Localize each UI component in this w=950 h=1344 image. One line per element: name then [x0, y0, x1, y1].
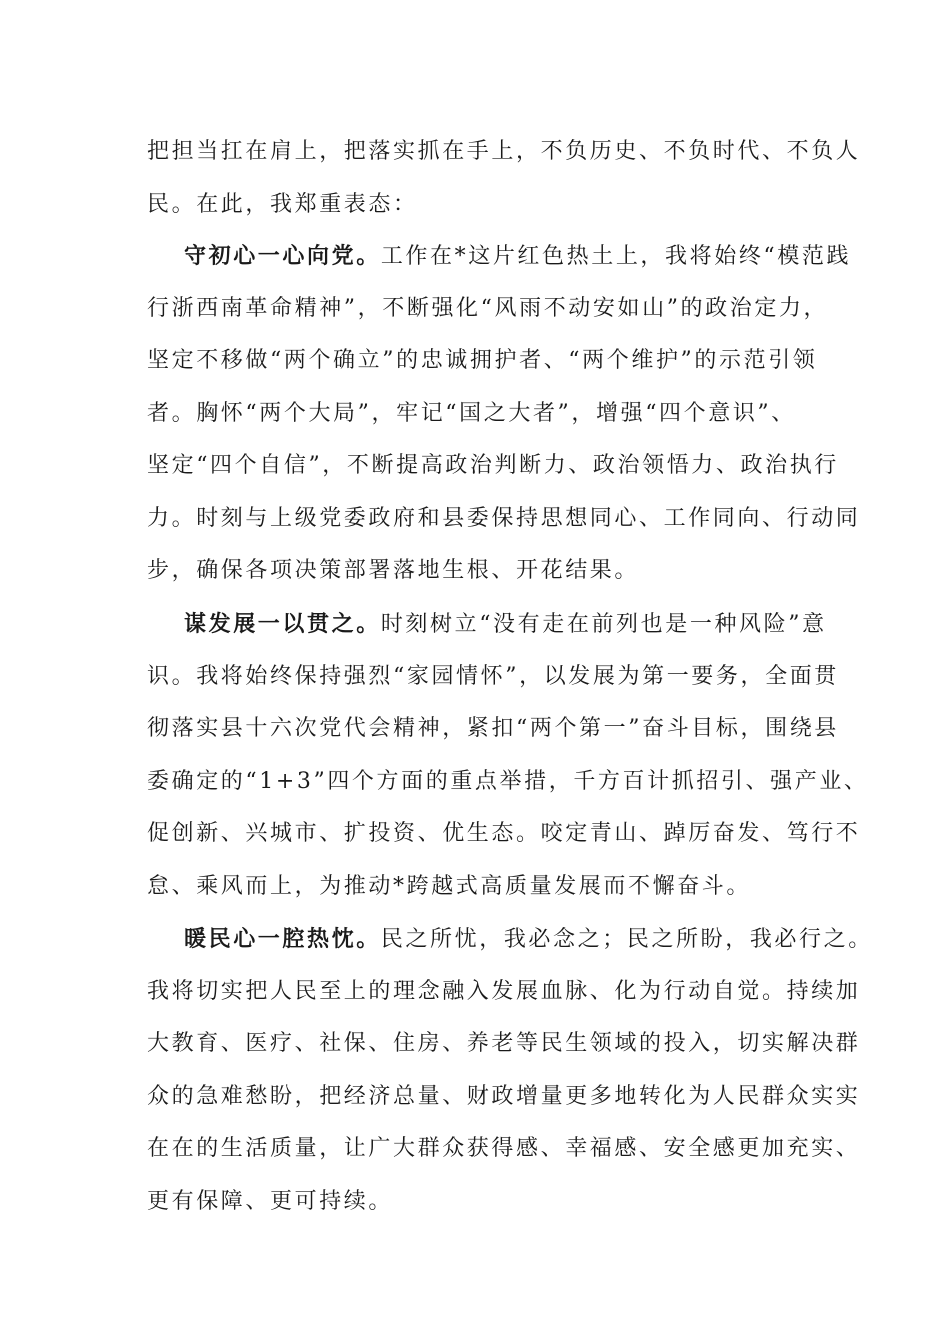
text-line: 我将切实把人民至上的理念融入发展血脉、化为行动自觉。持续加 [147, 978, 861, 1004]
text-line: 步，确保各项决策部署落地生根、开花结果。 [147, 558, 640, 583]
text-line: 大教育、医疗、社保、住房、养老等民生领域的投入，切实解决群 [147, 1031, 861, 1056]
text-line: 识。我将始终保持强烈“家园情怀”，以发展为第一要务，全面贯 [147, 663, 839, 689]
text-line-first [147, 230, 852, 283]
text-line: 坚定“四个自信”，不断提高政治判断力、政治领悟力、政治执行 [147, 453, 839, 478]
text-line: 彻落实县十六次党代会精神，紧扣“两个第一”奋斗目标，围绕县 [147, 716, 839, 741]
paragraph-heading: 守初心一心向党。 [184, 243, 381, 269]
text-line: 在在的生活质量，让广大群众获得感、幸福感、安全感更加充实、 [147, 1136, 861, 1161]
text-line: 更有保障、更可持续。 [147, 1188, 394, 1214]
text-segment: 民之所忧，我必念之；民之所盼，我必行之。 [380, 927, 873, 952]
paragraph-heading: 暖民心一腔热忱。 [184, 926, 381, 952]
text-line-first [147, 598, 827, 651]
text-line: 者。胸怀“两个大局”，牢记“国之大者”，增强“四个意识”、 [147, 400, 796, 426]
paragraph-people-welfare [147, 913, 873, 1228]
text-segment: 时刻树立“没有走在前列也是一种风险”意 [380, 612, 827, 637]
paragraph-development [147, 598, 869, 913]
text-line: 坚定不移做“两个确立”的忠诚拥护者、“两个维护”的示范引领 [147, 348, 818, 373]
text-line: 把担当扛在肩上，把落实抓在手上，不负历史、不负时代、不负人 [147, 139, 861, 164]
text-line: 委确定的“1+3”四个方面的重点举措，千方百计抓招引、强产业、 [147, 768, 869, 794]
paragraph-heading: 谋发展一以贯之。 [184, 611, 381, 637]
text-segment: 工作在*这片红色热土上，我将始终“模范践 [380, 244, 852, 269]
text-line: 众的急难愁盼，把经济总量、财政增量更多地转化为人民群众实实 [147, 1083, 861, 1109]
text-line: 促创新、兴城市、扩投资、优生态。咬定青山、踔厉奋发、笃行不 [147, 821, 861, 846]
text-line: 怠、乘风而上，为推动*跨越式高质量发展而不懈奋斗。 [147, 873, 752, 899]
paragraph-original-aspiration [147, 230, 861, 598]
text-line: 行浙西南革命精神”，不断强化“风雨不动安如山”的政治定力， [147, 295, 829, 321]
text-line: 力。时刻与上级党委政府和县委保持思想同心、工作同向、行动同 [147, 505, 861, 531]
text-line-first [147, 913, 873, 966]
paragraph-intro [147, 126, 861, 231]
text-line: 民。在此，我郑重表态： [147, 191, 418, 217]
